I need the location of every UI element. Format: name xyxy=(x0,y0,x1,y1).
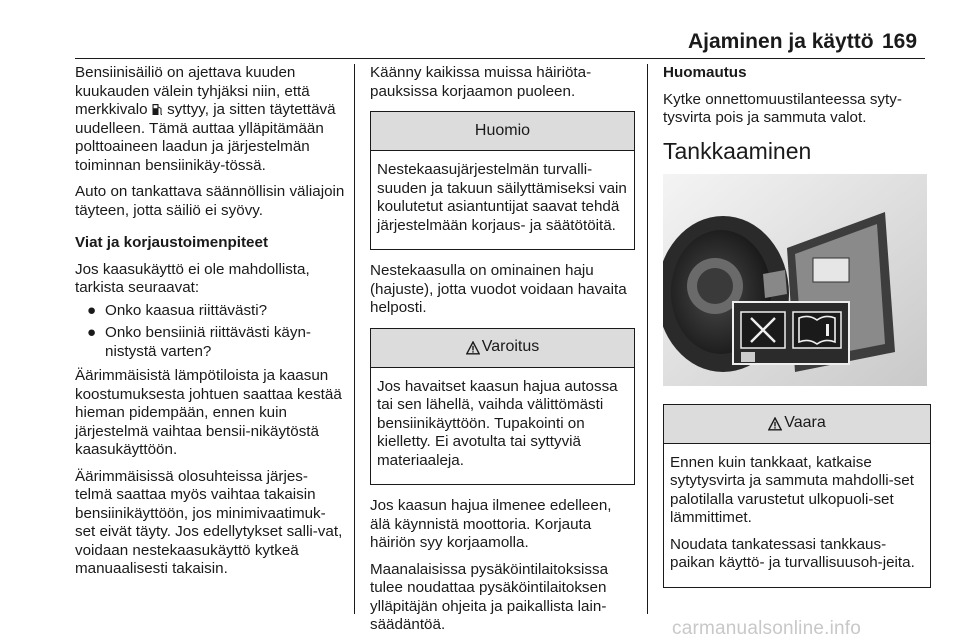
list-item: ● Onko bensiiniä riittävästi käyn-nistystä varten? xyxy=(87,324,311,360)
bullet-list xyxy=(75,302,345,362)
page-number: 169 xyxy=(882,30,918,53)
box-title: Huomio xyxy=(371,112,634,151)
notice-box-huomio xyxy=(370,111,635,250)
paragraph: Jos kaasun hajua ilmenee edelleen, älä käynnistä moottoria. Korjauta häiriön syy korjaamolla. xyxy=(370,497,612,551)
section-heading: Tankkaaminen xyxy=(663,137,812,164)
fuel-filler-flap-photo xyxy=(663,174,927,386)
warning-triangle-icon xyxy=(768,417,782,431)
paragraph: Käänny kaikissa muissa häiriöta-pauksissa korjaamon puoleen. xyxy=(370,64,592,100)
paragraph: Äärimmäisissä olosuhteissa järjes-telmä saattaa myös vaihtaa takaisin bensiinikäyttöön, jos minimivaatimuk-set eivät täyty. Jos edellytykset salli-vat, voidaan nestekaasukäyttö kytkeä manuaalisesti takaisin. xyxy=(75,467,343,577)
subheading: Viat ja korjaustoimenpiteet xyxy=(75,234,268,251)
warning-triangle-icon xyxy=(466,341,480,355)
column-3 xyxy=(663,64,931,600)
list-item: ● Onko kaasua riittävästi? xyxy=(87,301,268,319)
box-title: Vaara xyxy=(664,405,930,444)
page-header xyxy=(0,0,960,58)
section-title: Ajaminen ja käyttö xyxy=(688,30,874,53)
box-body: Nestekaasujärjestelmän turvalli-suuden ja takuun säilyttämiseksi vain koulutetut asiantuntijat saavat tehdä järjestelmään korjaus- ja säätötöitä. xyxy=(377,161,627,234)
paragraph: Nestekaasulla on ominainen haju (hajuste), jotta vuodot voidaan havaita helposti. xyxy=(370,262,627,316)
paragraph: Jos kaasukäyttö ei ole mahdollista, tarkista seuraavat: xyxy=(75,260,310,296)
note-title: Huomautus xyxy=(663,64,747,81)
paragraph: Bensiinisäiliö on ajettava kuuden kuukauden välein tyhjäksi niin, että merkkivalo syttyy, ja sitten täytettävä uudelleen. Tämä auttaa ylläpitämään polttoaineen laadun ja järjestelmän toiminnan bensiinikäy-tössä. xyxy=(75,64,336,174)
box-body: Jos havaitset kaasun hajua autossa tai sen lähellä, vaihda välittömästi bensiinikäyttöön. Tupakointi on kielletty. Ei avotulta tai syttyviä materiaaleja. xyxy=(377,377,618,469)
paragraph: Äärimmäisistä lämpötiloista ja kaasun koostumuksesta johtuen saattaa kestää hieman pidempään, ennen kuin järjestelmä vaihtaa bensii-nikäytöstä kaasukäyttöön. xyxy=(75,367,342,458)
column-2 xyxy=(370,64,635,643)
paragraph: Auto on tankattava säännöllisin väliajoin täyteen, jotta säiliö ei syövy. xyxy=(75,183,345,219)
header-divider xyxy=(75,58,925,59)
warning-box-vaara xyxy=(663,404,931,588)
warning-box-varoitus xyxy=(370,328,635,486)
column-divider-2 xyxy=(647,64,648,614)
watermark: carmanualsonline.info xyxy=(672,618,862,639)
column-divider-1 xyxy=(354,64,355,614)
paragraph: Maanalaisissa pysäköintilaitoksissa tulee noudattaa pysäköintilaitoksen ylläpitäjän ohjeita ja paikallista lain-säädäntöä. xyxy=(370,560,609,633)
box-body: Ennen kuin tankkaat, katkaise sytytysvirta ja sammuta mahdolli-set palotilalla varustetut ulkopuoli-set lämmittimet. Noudata tankatessasi tankkaus-paikan käyttö- ja turvallisuusoh-jeita. xyxy=(670,453,915,571)
fuel-pump-icon xyxy=(152,103,163,116)
column-1 xyxy=(75,64,345,587)
note-body: Kytke onnettomuustilanteessa syty-tysvirta pois ja sammuta valot. xyxy=(663,90,902,126)
box-title: Varoitus xyxy=(371,329,634,368)
